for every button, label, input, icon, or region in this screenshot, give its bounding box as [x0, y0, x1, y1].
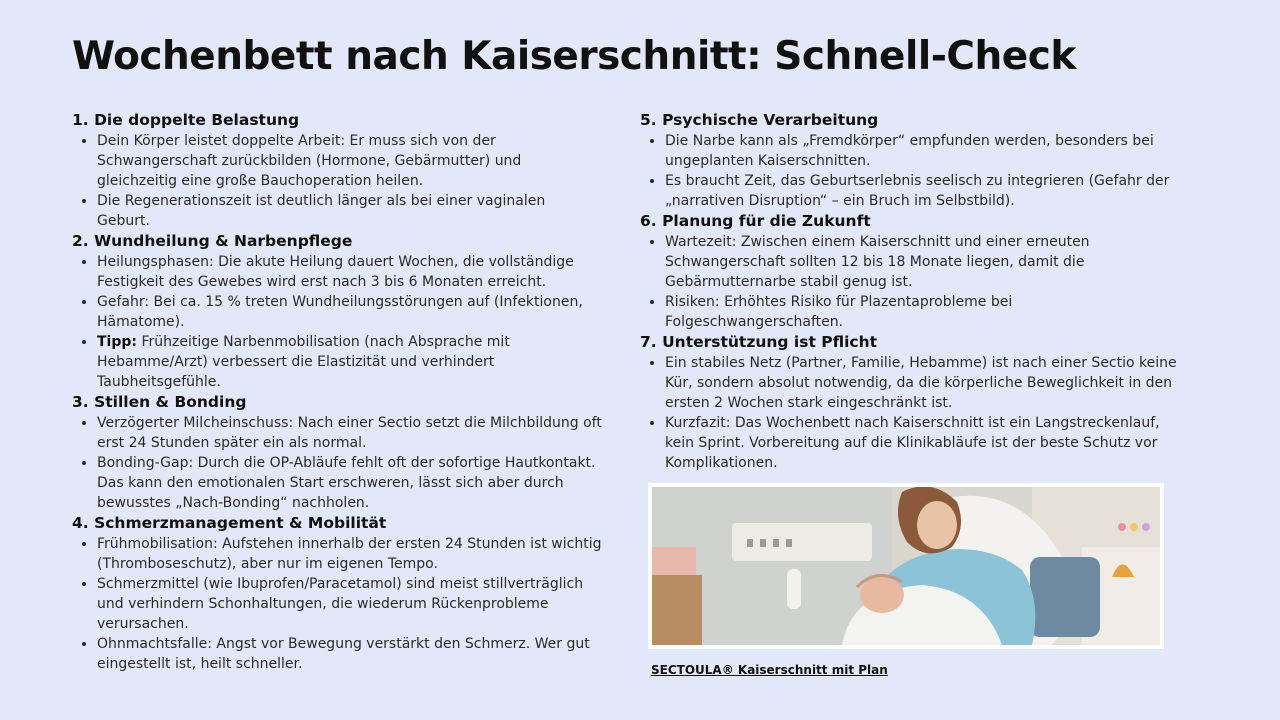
list-item: • Dein Körper leistet doppelte Arbeit: Er muss sich von der Schwangerschaft zurückbilden (Hormone, Gebärmutter) und gleichzeitig eine große Bauchoperation heilen.	[97, 131, 602, 191]
list-item-tip	[97, 332, 602, 392]
tip-text: Frühzeitige Narbenmobilisation (nach Absprache mit Hebamme/Arzt) verbessert die Elastizität und verhindert Taubheitsgefühle.	[97, 334, 510, 390]
section-wundheilung	[72, 231, 602, 392]
list-item: • Es braucht Zeit, das Geburtserlebnis seelisch zu integrieren (Gefahr der „narrativen Disruption“ – ein Bruch im Selbstbild).	[665, 171, 1180, 211]
section-heading: 1. Die doppelte Belastung	[72, 111, 300, 129]
bullet-list	[72, 534, 602, 674]
list-item: • Heilungsphasen: Die akute Heilung dauert Wochen, die vollständige Festigkeit des Gewebes wird erst nach 3 bis 6 Monaten erreicht.	[97, 252, 602, 292]
bullet-list	[72, 413, 602, 513]
section-heading: 7. Unterstützung ist Pflicht	[640, 333, 878, 351]
list-item: • Schmerzmittel (wie Ibuprofen/Paracetamol) sind meist stillverträglich und verhindern Schonhaltungen, die wiederum Rückenprobleme verursachen.	[97, 574, 602, 634]
mother-with-newborn-photo	[652, 487, 1160, 645]
bullet-list	[640, 353, 1180, 473]
list-item: • Bonding-Gap: Durch die OP-Abläufe fehlt oft der sofortige Hautkontakt. Das kann den emotionalen Start erschweren, lässt sich aber durch bewusstes „Nach-Bonding“ nachholen.	[97, 453, 602, 513]
photo-frame	[648, 483, 1164, 649]
section-psychische-verarbeitung	[640, 110, 1180, 211]
list-item: • Ohnmachtsfalle: Angst vor Bewegung verstärkt den Schmerz. Wer gut eingestellt ist, heilt schneller.	[97, 634, 602, 674]
section-doppelte-belastung	[72, 110, 602, 231]
section-schmerzmanagement	[72, 513, 602, 674]
list-item: • Die Narbe kann als „Fremdkörper“ empfunden werden, besonders bei ungeplanten Kaiserschnitten.	[665, 131, 1180, 171]
section-planung	[640, 211, 1180, 332]
section-heading: 6. Planung für die Zukunft	[640, 212, 871, 230]
page-title: Wochenbett nach Kaiserschnitt: Schnell-Check	[72, 34, 1076, 79]
section-unterstuetzung	[640, 332, 1180, 473]
list-item: • Frühmobilisation: Aufstehen innerhalb der ersten 24 Stunden ist wichtig (Thromboseschutz), aber nur im eigenen Tempo.	[97, 534, 602, 574]
section-heading: 2. Wundheilung & Narbenpflege	[72, 232, 353, 250]
list-item: • Wartezeit: Zwischen einem Kaiserschnitt und einer erneuten Schwangerschaft sollten 12 bis 18 Monate liegen, damit die Gebärmutternarbe stabil genug ist.	[665, 232, 1180, 292]
bullet-list	[640, 131, 1180, 211]
list-item: • Gefahr: Bei ca. 15 % treten Wundheilungsstörungen auf (Infektionen, Hämatome).	[97, 292, 602, 332]
left-column	[72, 110, 602, 674]
list-item: • Kurzfazit: Das Wochenbett nach Kaiserschnitt ist ein Langstreckenlauf, kein Sprint. Vorbereitung auf die Klinikabläufe ist der beste Schutz vor Komplikationen.	[665, 413, 1180, 473]
list-item: • Ein stabiles Netz (Partner, Familie, Hebamme) ist nach einer Sectio keine Kür, sondern absolut notwendig, da die körperliche Beweglichkeit in den ersten 2 Wochen stark eingeschränkt ist.	[665, 353, 1180, 413]
bullet-list	[640, 232, 1180, 332]
bullet-list	[72, 252, 602, 392]
section-stillen-bonding	[72, 392, 602, 513]
tip-label: Tipp:	[97, 334, 137, 350]
section-heading: 3. Stillen & Bonding	[72, 393, 247, 411]
list-item: • Risiken: Erhöhtes Risiko für Plazentaprobleme bei Folgeschwangerschaften.	[665, 292, 1180, 332]
list-item: • Die Regenerationszeit ist deutlich länger als bei einer vaginalen Geburt.	[97, 191, 602, 231]
list-item: • Verzögerter Milcheinschuss: Nach einer Sectio setzt die Milchbildung oft erst 24 Stunden später ein als normal.	[97, 413, 602, 453]
section-heading: 4. Schmerzmanagement & Mobilität	[72, 514, 387, 532]
section-heading: 5. Psychische Verarbeitung	[640, 111, 879, 129]
bullet-list	[72, 131, 602, 231]
right-column	[640, 110, 1180, 473]
photo-caption-link[interactable]: SECTOULA® Kaiserschnitt mit Plan	[651, 663, 888, 677]
